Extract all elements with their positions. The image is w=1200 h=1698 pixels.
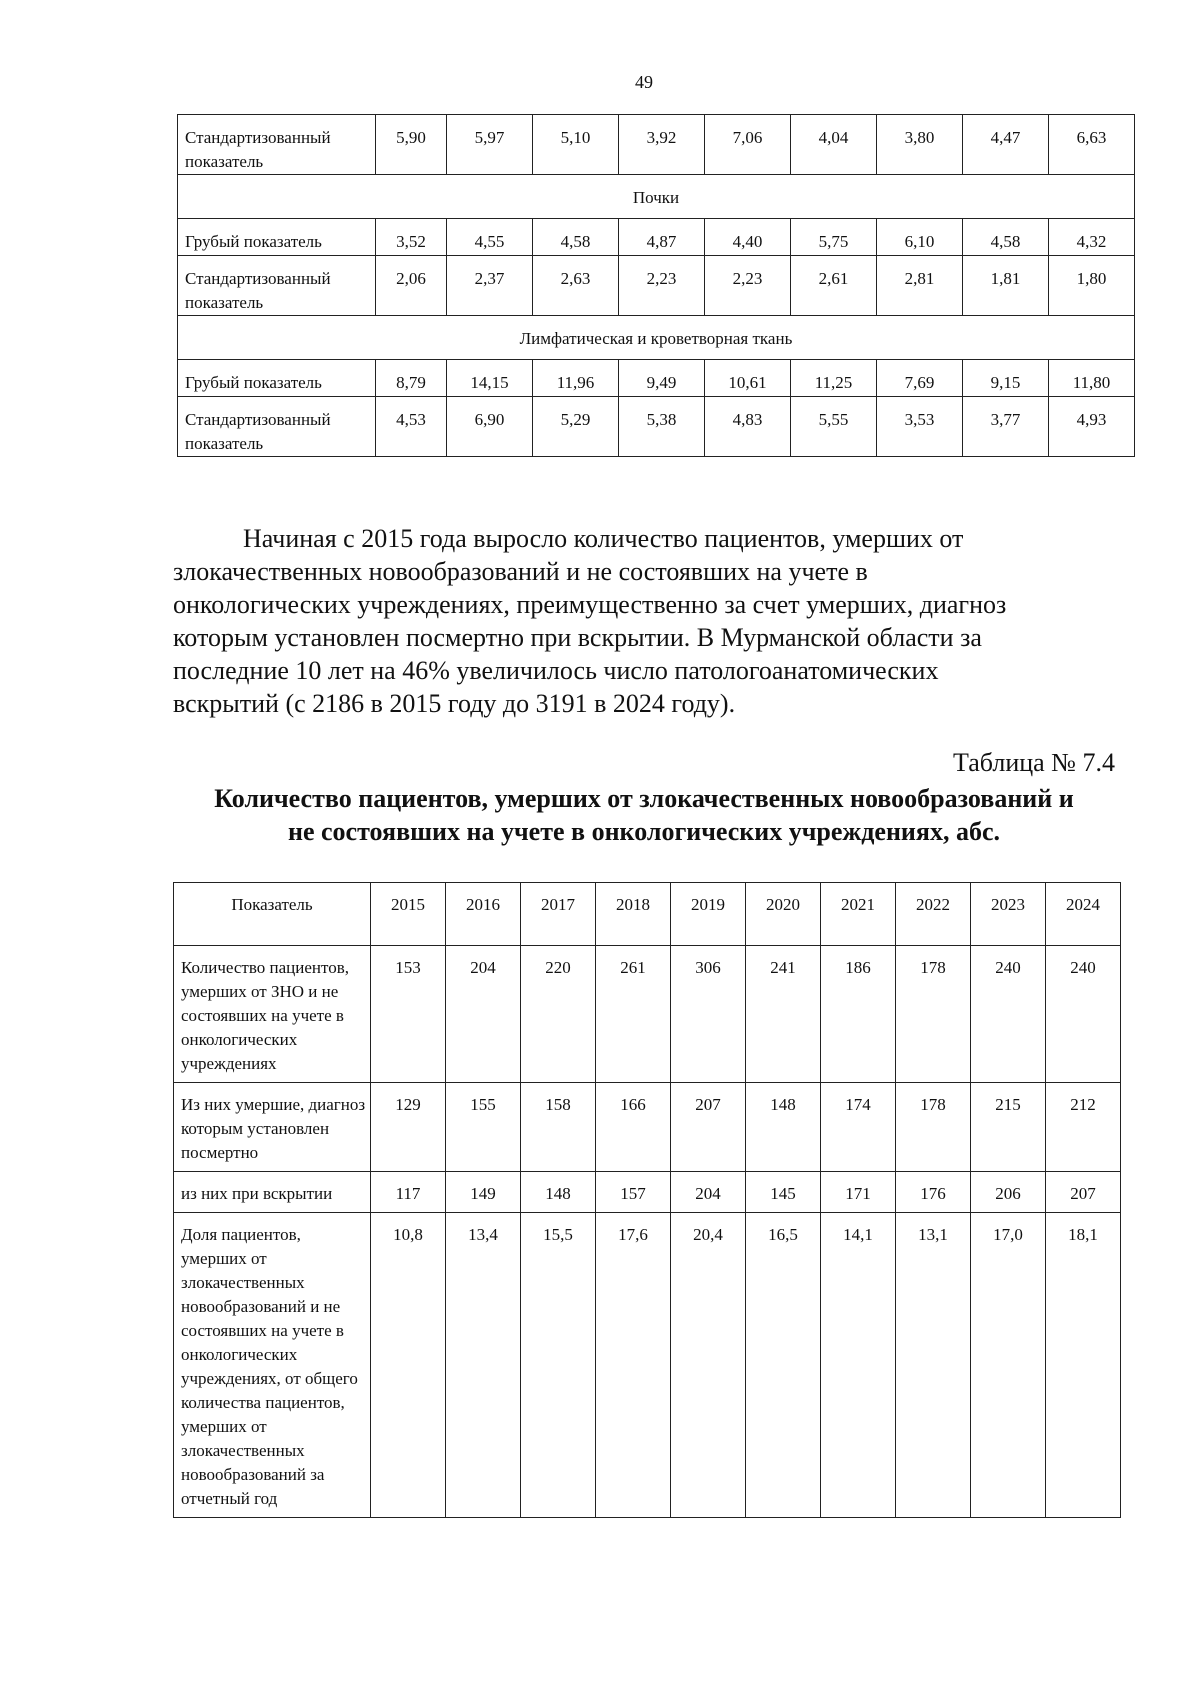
value-cell: 158 bbox=[521, 1083, 596, 1172]
value-cell: 176 bbox=[896, 1172, 971, 1213]
value-cell: 11,96 bbox=[533, 360, 619, 397]
bottom-table bbox=[173, 882, 1121, 1518]
value-cell: 261 bbox=[596, 946, 671, 1083]
row-label: Стандартизованный показатель bbox=[178, 397, 376, 457]
value-cell: 157 bbox=[596, 1172, 671, 1213]
value-cell: 14,15 bbox=[447, 360, 533, 397]
value-cell: 13,4 bbox=[446, 1213, 521, 1518]
value-cell: 20,4 bbox=[671, 1213, 746, 1518]
value-cell: 9,15 bbox=[963, 360, 1049, 397]
section-label: Лимфатическая и кроветворная ткань bbox=[178, 316, 1135, 360]
row-label: Грубый показатель bbox=[178, 219, 376, 256]
value-cell: 306 bbox=[671, 946, 746, 1083]
value-cell: 178 bbox=[896, 1083, 971, 1172]
value-cell: 148 bbox=[521, 1172, 596, 1213]
year-header: 2015 bbox=[371, 883, 446, 946]
body-paragraph bbox=[173, 522, 1115, 720]
value-cell: 15,5 bbox=[521, 1213, 596, 1518]
year-header: 2021 bbox=[821, 883, 896, 946]
paragraph-line: которым установлен посмертно при вскрытии. В Мурманской области за bbox=[173, 623, 982, 652]
value-cell: 207 bbox=[671, 1083, 746, 1172]
value-cell: 2,37 bbox=[447, 256, 533, 316]
section-row bbox=[178, 175, 1135, 219]
value-cell: 178 bbox=[896, 946, 971, 1083]
year-header: 2022 bbox=[896, 883, 971, 946]
table-row bbox=[174, 946, 1121, 1083]
value-cell: 5,10 bbox=[533, 115, 619, 175]
paragraph-line: Начиная с 2015 года выросло количество пациентов, умерших от bbox=[243, 524, 964, 553]
value-cell: 5,97 bbox=[447, 115, 533, 175]
value-cell: 5,55 bbox=[791, 397, 877, 457]
value-cell: 1,80 bbox=[1049, 256, 1135, 316]
row-label: Доля пациентов, умерших от злокачественных новообразований и не состоявших на учете в онкологических учреждениях, от общего количества пациентов, умерших от злокачественных новообразований за отчетный год bbox=[174, 1213, 371, 1518]
table-row bbox=[174, 1172, 1121, 1213]
value-cell: 5,75 bbox=[791, 219, 877, 256]
value-cell: 4,04 bbox=[791, 115, 877, 175]
table-row bbox=[178, 219, 1135, 256]
table-number: Таблица № 7.4 bbox=[952, 748, 1115, 777]
value-cell: 2,63 bbox=[533, 256, 619, 316]
value-cell: 4,53 bbox=[376, 397, 447, 457]
paragraph-line: вскрытий (с 2186 в 2015 году до 3191 в 2024 году). bbox=[173, 689, 736, 718]
value-cell: 11,25 bbox=[791, 360, 877, 397]
year-header: 2024 bbox=[1046, 883, 1121, 946]
table-title bbox=[173, 782, 1115, 848]
value-cell: 220 bbox=[521, 946, 596, 1083]
value-cell: 2,23 bbox=[619, 256, 705, 316]
value-cell: 145 bbox=[746, 1172, 821, 1213]
value-cell: 4,93 bbox=[1049, 397, 1135, 457]
value-cell: 3,52 bbox=[376, 219, 447, 256]
value-cell: 4,55 bbox=[447, 219, 533, 256]
value-cell: 3,53 bbox=[877, 397, 963, 457]
value-cell: 153 bbox=[371, 946, 446, 1083]
value-cell: 215 bbox=[971, 1083, 1046, 1172]
row-label: из них при вскрытии bbox=[174, 1172, 371, 1213]
row-label: Грубый показатель bbox=[178, 360, 376, 397]
value-cell: 7,69 bbox=[877, 360, 963, 397]
year-header: 2023 bbox=[971, 883, 1046, 946]
value-cell: 14,1 bbox=[821, 1213, 896, 1518]
value-cell: 13,1 bbox=[896, 1213, 971, 1518]
value-cell: 9,49 bbox=[619, 360, 705, 397]
value-cell: 6,90 bbox=[447, 397, 533, 457]
value-cell: 6,10 bbox=[877, 219, 963, 256]
year-header: 2018 bbox=[596, 883, 671, 946]
value-cell: 166 bbox=[596, 1083, 671, 1172]
value-cell: 4,47 bbox=[963, 115, 1049, 175]
paragraph-line: злокачественных новообразований и не состоявших на учете в bbox=[173, 557, 868, 586]
value-cell: 10,8 bbox=[371, 1213, 446, 1518]
value-cell: 4,87 bbox=[619, 219, 705, 256]
value-cell: 17,0 bbox=[971, 1213, 1046, 1518]
value-cell: 6,63 bbox=[1049, 115, 1135, 175]
section-label: Почки bbox=[178, 175, 1135, 219]
value-cell: 4,58 bbox=[963, 219, 1049, 256]
value-cell: 2,81 bbox=[877, 256, 963, 316]
header-label: Показатель bbox=[174, 883, 371, 946]
value-cell: 7,06 bbox=[705, 115, 791, 175]
value-cell: 241 bbox=[746, 946, 821, 1083]
value-cell: 1,81 bbox=[963, 256, 1049, 316]
value-cell: 148 bbox=[746, 1083, 821, 1172]
value-cell: 5,90 bbox=[376, 115, 447, 175]
table-row bbox=[178, 256, 1135, 316]
value-cell: 4,58 bbox=[533, 219, 619, 256]
value-cell: 174 bbox=[821, 1083, 896, 1172]
table-row bbox=[178, 397, 1135, 457]
value-cell: 3,92 bbox=[619, 115, 705, 175]
value-cell: 5,38 bbox=[619, 397, 705, 457]
value-cell: 16,5 bbox=[746, 1213, 821, 1518]
value-cell: 2,06 bbox=[376, 256, 447, 316]
page-number: 49 bbox=[635, 72, 653, 92]
value-cell: 17,6 bbox=[596, 1213, 671, 1518]
paragraph-line: онкологических учреждениях, преимущественно за счет умерших, диагноз bbox=[173, 590, 1007, 619]
section-row bbox=[178, 316, 1135, 360]
value-cell: 4,32 bbox=[1049, 219, 1135, 256]
value-cell: 10,61 bbox=[705, 360, 791, 397]
year-header: 2020 bbox=[746, 883, 821, 946]
table-row bbox=[178, 115, 1135, 175]
row-label: Количество пациентов, умерших от ЗНО и не состоявших на учете в онкологических учреждениях bbox=[174, 946, 371, 1083]
value-cell: 117 bbox=[371, 1172, 446, 1213]
value-cell: 204 bbox=[446, 946, 521, 1083]
table-title-line: Количество пациентов, умерших от злокачественных новообразований и bbox=[214, 784, 1074, 813]
value-cell: 240 bbox=[1046, 946, 1121, 1083]
value-cell: 11,80 bbox=[1049, 360, 1135, 397]
value-cell: 212 bbox=[1046, 1083, 1121, 1172]
year-header: 2019 bbox=[671, 883, 746, 946]
value-cell: 2,23 bbox=[705, 256, 791, 316]
row-label: Стандартизованный показатель bbox=[178, 256, 376, 316]
value-cell: 3,77 bbox=[963, 397, 1049, 457]
value-cell: 186 bbox=[821, 946, 896, 1083]
value-cell: 18,1 bbox=[1046, 1213, 1121, 1518]
value-cell: 3,80 bbox=[877, 115, 963, 175]
value-cell: 4,83 bbox=[705, 397, 791, 457]
value-cell: 8,79 bbox=[376, 360, 447, 397]
value-cell: 149 bbox=[446, 1172, 521, 1213]
table-row bbox=[174, 1213, 1121, 1518]
row-label: Стандартизованный показатель bbox=[178, 115, 376, 175]
value-cell: 207 bbox=[1046, 1172, 1121, 1213]
value-cell: 2,61 bbox=[791, 256, 877, 316]
header-row bbox=[174, 883, 1121, 946]
table-row bbox=[174, 1083, 1121, 1172]
table-title-line: не состоявших на учете в онкологических учреждениях, абс. bbox=[287, 817, 1001, 846]
value-cell: 240 bbox=[971, 946, 1046, 1083]
year-header: 2017 bbox=[521, 883, 596, 946]
value-cell: 206 bbox=[971, 1172, 1046, 1213]
row-label: Из них умершие, диагноз которым установлен посмертно bbox=[174, 1083, 371, 1172]
year-header: 2016 bbox=[446, 883, 521, 946]
value-cell: 5,29 bbox=[533, 397, 619, 457]
value-cell: 4,40 bbox=[705, 219, 791, 256]
value-cell: 171 bbox=[821, 1172, 896, 1213]
paragraph-line: последние 10 лет на 46% увеличилось число патологоанатомических bbox=[173, 656, 939, 685]
value-cell: 155 bbox=[446, 1083, 521, 1172]
value-cell: 129 bbox=[371, 1083, 446, 1172]
top-table bbox=[177, 114, 1135, 457]
table-row bbox=[178, 360, 1135, 397]
value-cell: 204 bbox=[671, 1172, 746, 1213]
